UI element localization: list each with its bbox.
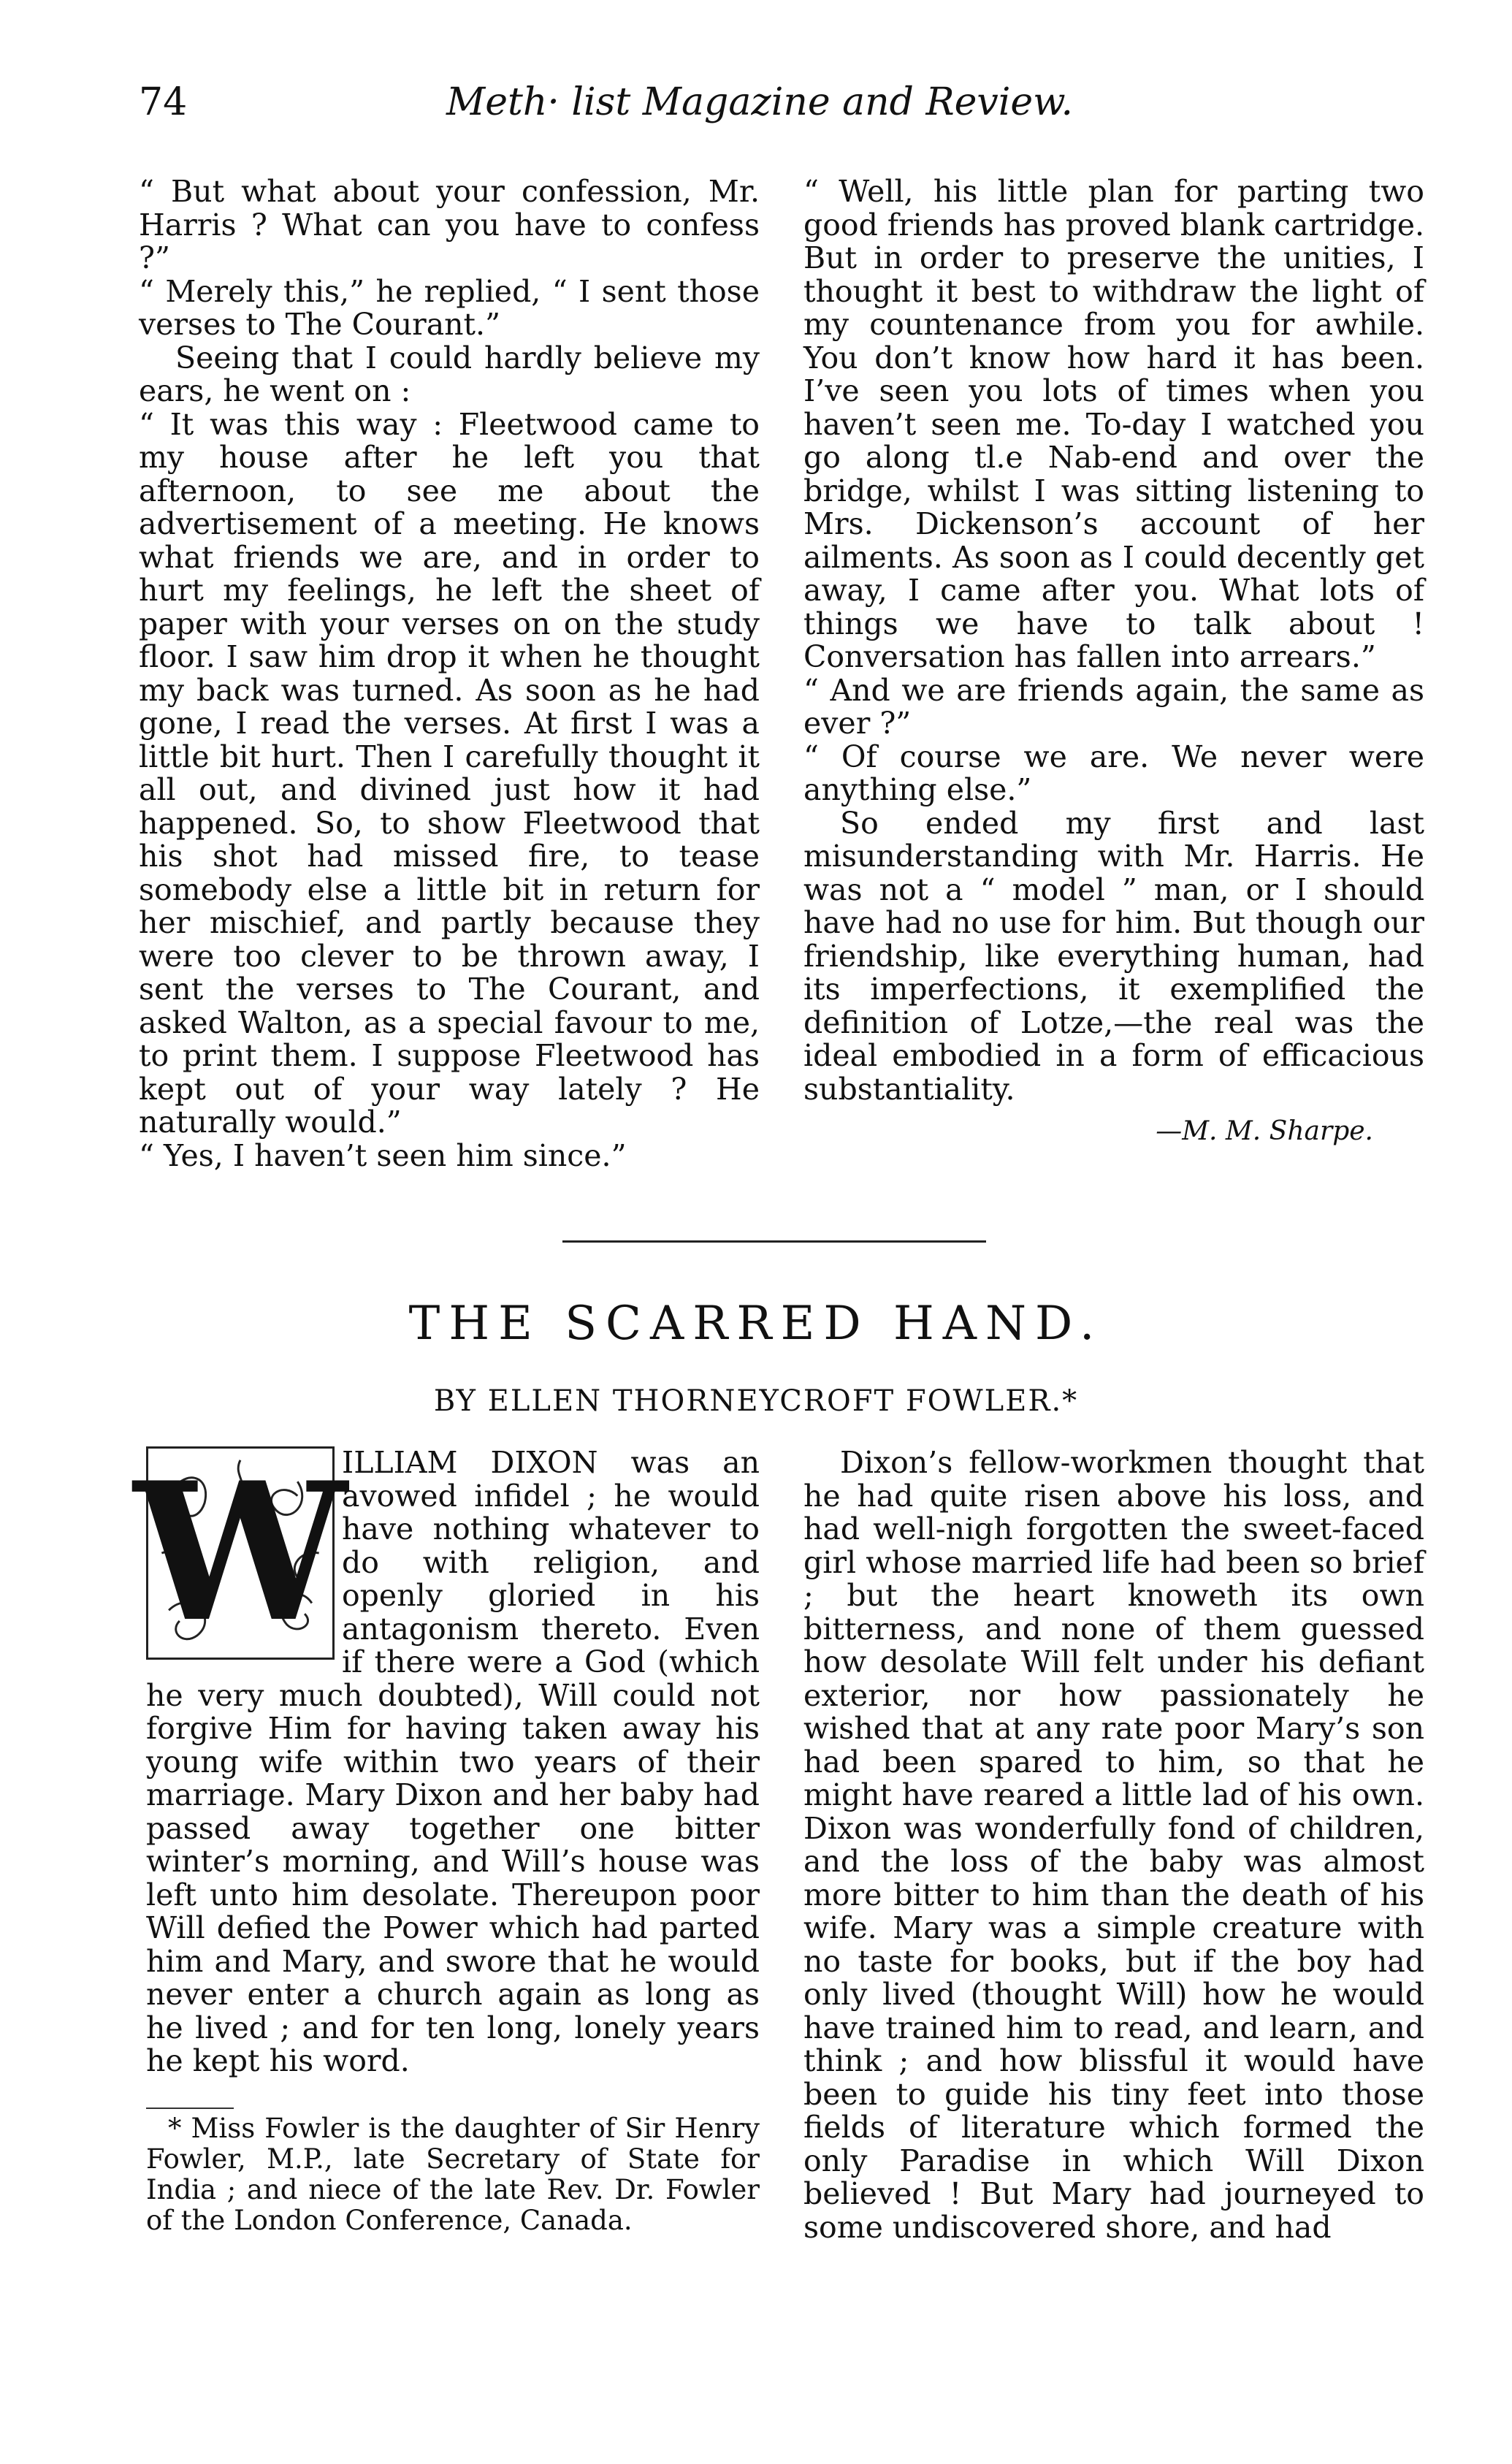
paragraph: “ But what about your confession, Mr. Harris ? What can you have to confess ?”	[139, 174, 760, 275]
footnote	[146, 2108, 760, 2236]
story-end-right-column	[803, 175, 1424, 1148]
footnote-rule	[146, 2108, 234, 2109]
paragraph: “ It was this way : Fleetwood came to my house after he left you that afternoon, to see me about the advertisement of a meeting. He knows what friends we are, and in order to hurt my feelings, he left the sheet of paper with your verses on on the study floor. I saw him drop it when he thought my back was turned. As soon as he had gone, I read the verses. At first I was a little bit hurt. Then I carefully thought it all out, and divined just how it had happened. So, to show Fleetwood that his shot had missed fire, to tease somebody else a little bit in return for her mischief, and partly because they were too clever to be thrown away, I sent the verses to The Courant, and asked Walton, as a special favour to me, to print them. I suppose Fleetwood has kept out of your way lately ? He naturally would.”	[139, 406, 760, 1140]
article-byline: BY ELLEN THORNEYCROFT FOWLER.*	[433, 1384, 1079, 1418]
article-left-column	[134, 1441, 760, 2236]
paragraph: “ Well, his little plan for parting two good friends has proved blank cartridge. But in order to preserve the unities, I thought it best to withdraw the light of my countenance from you for awhile. You don’t know how hard it has been. I’ve seen you lots of times when you haven’t seen me. To-day I watched you go along tl.e Nab-end and over the bridge, whilst I was sitting listening to Mrs. Dickenson’s account of her ailments. As soon as I could decently get away, I came after you. What lots of things we have to talk about ! Conversation has fallen into arrears.”	[803, 174, 1424, 674]
paragraph: ILLIAM DIXON was an avowed infidel ; he would have nothing whatever to do with religion, and openly gloried in his antagonism thereto. Even if there were a God (which he very much doubted), Will could not forgive Him for having taken away his young wife within two years of their marriage. Mary Dixon and her baby had passed away together one bitter winter’s morning, and Will’s house was left unto him desolate. Thereupon poor Will defied the Power which had parted him and Mary, and swore that he would never enter a church again as long as he lived ; and for ten long, lonely years he kept his word.	[146, 1445, 760, 2078]
author-signature: —M. M. Sharpe.	[1156, 1116, 1373, 1146]
page-number: 74	[139, 80, 188, 124]
article-right-column	[803, 1446, 1424, 2244]
paragraph: Seeing that I could hardly believe my ears, he went on :	[139, 340, 760, 408]
paragraph: So ended my first and last misunderstanding with Mr. Harris. He was not a “ model ” man, or I should have had no use for him. But though our friendship, like everything human, had its imperfections, it exemplified the definition of Lotze,—the real was the ideal embodied in a form of efficacious substantiality.	[803, 805, 1424, 1107]
page-header	[139, 80, 1381, 146]
paragraph: “ And we are friends again, the same as ever ?”	[803, 672, 1424, 741]
footnote-text: * Miss Fowler is the daughter of Sir Henry Fowler, M.P., late Secretary of State for India ; and niece of the late Rev. Dr. Fowler of the London Conference, Canada.	[146, 2112, 760, 2236]
paragraph: “ Of course we are. We never were anything else.”	[803, 739, 1424, 807]
story-end-left-column	[139, 175, 760, 1172]
paragraph: Dixon’s fellow-workmen thought that he had quite risen above his loss, and had well-nigh forgotten the sweet-faced girl whose married life had been so brief ; but the heart knoweth its own bitterness, and none of them guessed how desolate Will felt under his defiant exterior, nor how passionately he wished that at any rate poor Mary’s son had been spared to him, so that he might have reared a little lad of his own. Dixon was wonderfully fond of children, and the loss of the baby was almost more bitter to him than the death of his wife. Mary was a simple creature with no taste for books, but if the boy had only lived (thought Will) how he would have trained him to read, and learn, and think ; and how blissful it would have been to guide his tiny feet into those fields of literature which formed the only Paradise in which Will Dixon believed ! But Mary had journeyed to some undiscovered shore, and had	[803, 1445, 1424, 2245]
decorated-initial	[134, 1441, 347, 1664]
running-title: Meth· list Magazine and Review.	[446, 80, 1074, 124]
paragraph: “ Merely this,” he replied, “ I sent those verses to The Courant.”	[139, 273, 760, 342]
section-divider	[562, 1240, 986, 1243]
drop-cap-letter: W	[134, 1441, 347, 1664]
paragraph: “ Yes, I haven’t seen him since.”	[139, 1137, 627, 1173]
article-title: THE SCARRED HAND.	[408, 1297, 1104, 1351]
